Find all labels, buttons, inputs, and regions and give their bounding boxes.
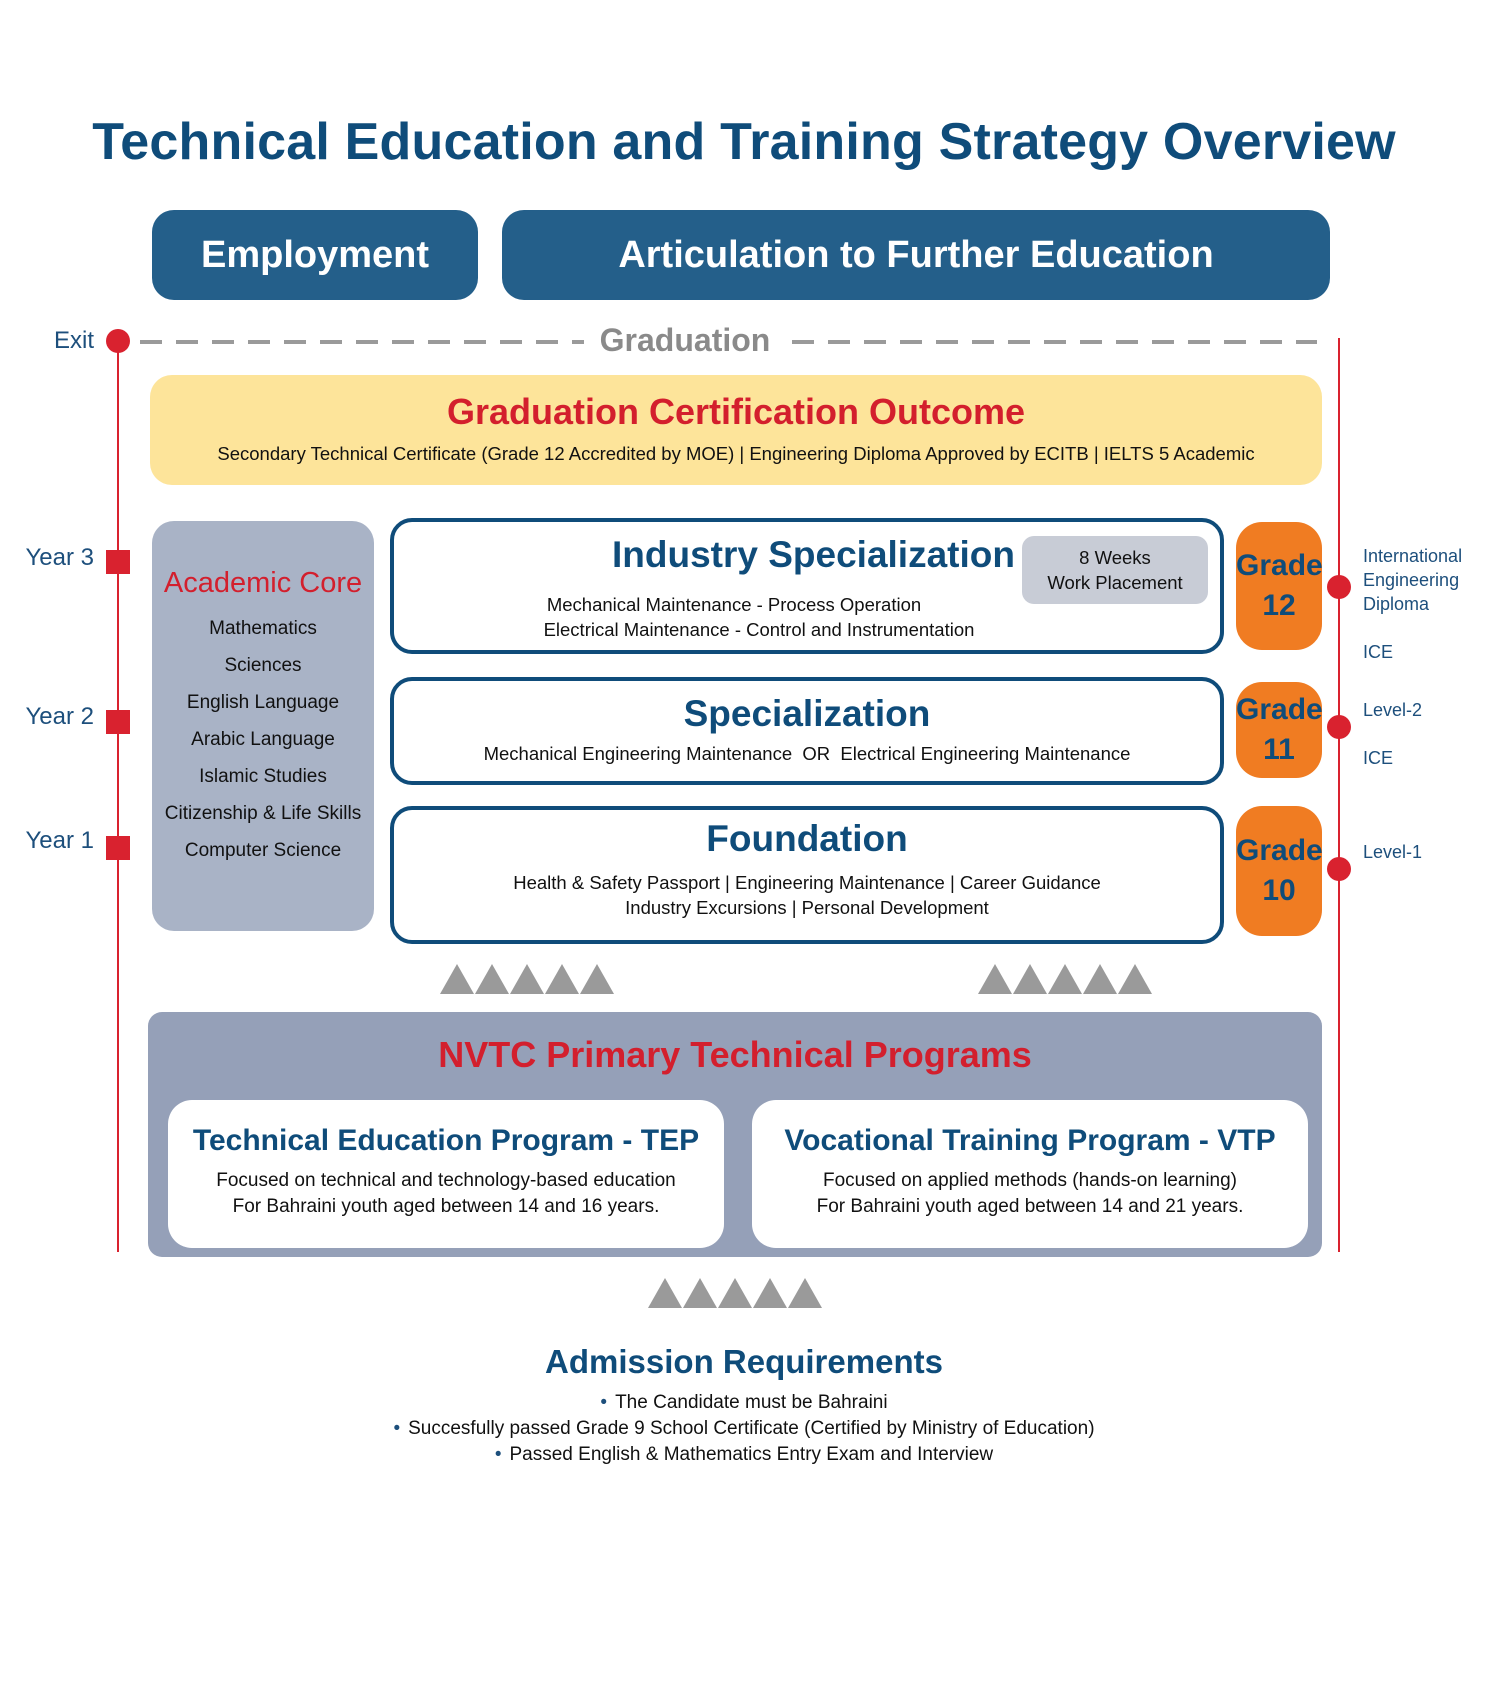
- industry-specialization-line-1: Mechanical Maintenance - Process Operation: [546, 594, 922, 615]
- nvtc-title: NVTC Primary Technical Programs: [438, 1034, 1032, 1075]
- academic-core-item: Arabic Language: [191, 729, 335, 750]
- right-dot-year2: [1327, 715, 1351, 739]
- industry-specialization-title: Industry Specialization: [612, 534, 1015, 575]
- triangles-left: [440, 964, 616, 996]
- year-2-marker: [106, 710, 130, 734]
- ice-label-a: ICE: [1363, 642, 1394, 662]
- triangles-right: [978, 964, 1154, 996]
- foundation-line-1: Health & Safety Passport | Engineering Maintenance | Career Guidance: [513, 872, 1101, 893]
- year-2-label: Year 2: [25, 703, 94, 730]
- nvtc-panel: [148, 1012, 1322, 1257]
- tep-title: Technical Education Program - TEP: [192, 1124, 700, 1157]
- level-1-label: Level-1: [1363, 842, 1423, 862]
- tep-line-1: Focused on technical and technology-based education: [216, 1170, 676, 1191]
- ied-line-1: International: [1363, 546, 1463, 566]
- employment-label: Employment: [200, 233, 430, 276]
- admission-list: [0, 1390, 1488, 1468]
- industry-specialization-box: [390, 518, 1224, 654]
- academic-core-item: Islamic Studies: [199, 766, 327, 787]
- articulation-pill: [502, 210, 1330, 300]
- grade-10-label: Grade: [1236, 834, 1323, 867]
- academic-core-item: Computer Science: [184, 840, 342, 861]
- vtp-title: Vocational Training Program - VTP: [784, 1124, 1276, 1157]
- right-dot-year3: [1327, 575, 1351, 599]
- tep-line-2: For Bahraini youth aged between 14 and 16 years.: [232, 1196, 660, 1217]
- exit-dot: [106, 329, 130, 353]
- page-title: Technical Education and Training Strategy Overview: [92, 113, 1396, 171]
- left-timeline-line: [117, 342, 119, 1252]
- specialization-line-1: Mechanical Engineering Maintenance OR Electrical Engineering Maintenance: [483, 743, 1131, 764]
- ied-label: [1363, 544, 1462, 616]
- work-placement-badge: [1022, 536, 1208, 604]
- year-1-marker: [106, 836, 130, 860]
- level-2-label: Level-2: [1363, 700, 1423, 720]
- grade-10-number: 10: [1262, 874, 1296, 907]
- academic-core-item: English Language: [186, 692, 340, 713]
- admission-item-text: Passed English & Mathematics Entry Exam and Interview: [509, 1444, 994, 1465]
- academic-core-item: Sciences: [224, 655, 302, 676]
- graduation-certification-title: Graduation Certification Outcome: [446, 391, 1026, 432]
- ice-label-b: ICE: [1363, 748, 1394, 768]
- graduation-label: Graduation: [599, 322, 771, 358]
- specialization-title: Specialization: [683, 693, 931, 734]
- academic-core-item: Mathematics: [209, 618, 317, 639]
- grade-12-label: Grade: [1236, 549, 1323, 582]
- ied-line-2: Engineering: [1363, 570, 1460, 590]
- admission-item: • Passed English & Mathematics Entry Exam and Interview: [494, 1444, 994, 1465]
- articulation-label: Articulation to Further Education: [618, 233, 1214, 276]
- employment-pill: [152, 210, 478, 300]
- grade-12-number: 12: [1262, 589, 1296, 622]
- admission-item: • Succesfully passed Grade 9 School Certificate (Certified by Ministry of Education): [393, 1418, 1095, 1439]
- foundation-line-2: Industry Excursions | Personal Development: [625, 897, 989, 918]
- industry-specialization-line-2: Electrical Maintenance - Control and Instrumentation: [543, 619, 975, 640]
- academic-core-item: Citizenship & Life Skills: [164, 803, 362, 824]
- triangles-center: [648, 1278, 824, 1310]
- admission-item-text: Succesfully passed Grade 9 School Certificate (Certified by Ministry of Education): [408, 1418, 1095, 1439]
- grade-11-number: 11: [1263, 733, 1295, 766]
- graduation-certification-subtitle: Secondary Technical Certificate (Grade 12 Accredited by MOE) | Engineering Diploma Approved by ECITB | IELTS 5 Academic: [217, 443, 1255, 464]
- grade-12-badge: [1236, 522, 1322, 650]
- graduation-certification-panel: [150, 375, 1322, 485]
- year-1-label: Year 1: [25, 827, 94, 854]
- work-placement-line-2: Work Placement: [1047, 572, 1183, 593]
- right-timeline-line: [1338, 338, 1340, 1252]
- ied-line-3: Diploma: [1363, 594, 1430, 614]
- foundation-title: Foundation: [706, 818, 908, 859]
- year-3-marker: [106, 550, 130, 574]
- work-placement-line-1: 8 Weeks: [1079, 547, 1151, 568]
- academic-core-title: Academic Core: [163, 567, 363, 599]
- tep-card: [168, 1100, 724, 1248]
- specialization-box: [390, 677, 1224, 785]
- admission-item: • The Candidate must be Bahraini: [600, 1392, 888, 1413]
- vtp-line-2: For Bahraini youth aged between 14 and 21 years.: [816, 1196, 1244, 1217]
- grade-11-label: Grade: [1236, 693, 1323, 726]
- grade-10-badge: [1236, 806, 1322, 936]
- exit-label: Exit: [53, 327, 94, 354]
- admission-item-text: The Candidate must be Bahraini: [615, 1392, 888, 1413]
- foundation-box: [390, 806, 1224, 944]
- right-dot-year1: [1327, 857, 1351, 881]
- year-3-label: Year 3: [25, 544, 94, 571]
- admission-title: Admission Requirements: [545, 1343, 943, 1380]
- grade-11-badge: [1236, 682, 1322, 778]
- vtp-line-1: Focused on applied methods (hands-on learning): [822, 1170, 1238, 1191]
- academic-core-panel: [152, 521, 374, 931]
- vtp-card: [752, 1100, 1308, 1248]
